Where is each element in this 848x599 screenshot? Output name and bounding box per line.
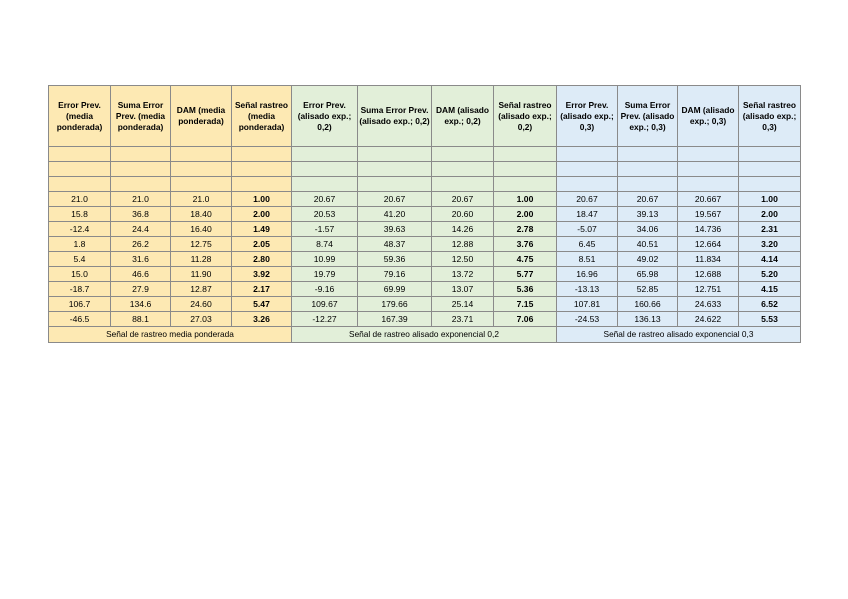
table-cell[interactable]: 69.99	[358, 282, 432, 297]
table-cell[interactable]: 12.688	[678, 267, 739, 282]
table-cell[interactable]: 24.60	[171, 297, 232, 312]
empty-cell[interactable]	[678, 162, 739, 177]
table-cell[interactable]: -5.07	[557, 222, 618, 237]
footer-label-weighted-average[interactable]: Señal de rastreo media ponderada	[49, 327, 292, 343]
tracking-signal-cell[interactable]: 7.06	[494, 312, 557, 327]
header-row	[49, 86, 801, 147]
table-cell[interactable]: 106.7	[49, 297, 111, 312]
empty-cell[interactable]	[358, 162, 432, 177]
empty-cell[interactable]	[557, 162, 618, 177]
table-cell[interactable]: 39.63	[358, 222, 432, 237]
table-cell[interactable]: 15.0	[49, 267, 111, 282]
tracking-signal-cell[interactable]: 6.52	[739, 297, 801, 312]
table-cell[interactable]: 13.72	[432, 267, 494, 282]
table-row	[49, 252, 801, 267]
table-cell[interactable]: 24.4	[111, 222, 171, 237]
tracking-signal-cell[interactable]: 5.36	[494, 282, 557, 297]
table-cell[interactable]: 12.75	[171, 237, 232, 252]
table-cell[interactable]: 41.20	[358, 207, 432, 222]
table-row	[49, 237, 801, 252]
empty-cell[interactable]	[432, 177, 494, 192]
table-cell[interactable]: 26.2	[111, 237, 171, 252]
table-cell[interactable]: -13.13	[557, 282, 618, 297]
header-cell[interactable]: DAM (media ponderada)	[171, 86, 232, 147]
tracking-signal-cell[interactable]: 3.26	[232, 312, 292, 327]
empty-cell[interactable]	[358, 177, 432, 192]
tracking-signal-cell[interactable]: 3.76	[494, 237, 557, 252]
table-cell[interactable]: 18.47	[557, 207, 618, 222]
header-cell[interactable]: DAM (alisado exp.; 0,2)	[432, 86, 494, 147]
header-cell[interactable]: Suma Error Prev. (alisado exp.; 0,3)	[618, 86, 678, 147]
empty-cell[interactable]	[49, 147, 111, 162]
tracking-signal-cell[interactable]: 2.00	[739, 207, 801, 222]
tracking-signal-cell[interactable]: 2.78	[494, 222, 557, 237]
table-cell[interactable]: 160.66	[618, 297, 678, 312]
tracking-signal-cell[interactable]: 1.00	[739, 192, 801, 207]
table-cell[interactable]: 109.67	[292, 297, 358, 312]
table-cell[interactable]: 21.0	[171, 192, 232, 207]
table-cell[interactable]: 65.98	[618, 267, 678, 282]
tracking-signal-cell[interactable]: 5.47	[232, 297, 292, 312]
empty-row	[49, 177, 801, 192]
table-cell[interactable]: 167.39	[358, 312, 432, 327]
table-cell[interactable]: 40.51	[618, 237, 678, 252]
header-cell[interactable]: Error Prev. (alisado exp.; 0,2)	[292, 86, 358, 147]
empty-cell[interactable]	[557, 177, 618, 192]
table-cell[interactable]: 20.67	[432, 192, 494, 207]
table-cell[interactable]: 49.02	[618, 252, 678, 267]
footer-label-exp-smoothing-0-2[interactable]: Señal de rastreo alisado exponencial 0,2	[292, 327, 557, 343]
empty-cell[interactable]	[111, 147, 171, 162]
tracking-signal-cell[interactable]: 2.17	[232, 282, 292, 297]
header-cell[interactable]: Error Prev. (alisado exp.; 0,3)	[557, 86, 618, 147]
header-cell[interactable]: Suma Error Prev. (alisado exp.; 0,2)	[358, 86, 432, 147]
tracking-signal-cell[interactable]: 2.00	[494, 207, 557, 222]
table-cell[interactable]: 19.79	[292, 267, 358, 282]
table-row	[49, 312, 801, 327]
empty-row	[49, 147, 801, 162]
header-cell[interactable]: Error Prev. (media ponderada)	[49, 86, 111, 147]
table-cell[interactable]: 27.9	[111, 282, 171, 297]
empty-cell[interactable]	[358, 147, 432, 162]
table-cell[interactable]: 39.13	[618, 207, 678, 222]
table-cell[interactable]: 52.85	[618, 282, 678, 297]
table-cell[interactable]: 10.99	[292, 252, 358, 267]
header-cell[interactable]: Suma Error Prev. (media ponderada)	[111, 86, 171, 147]
table-cell[interactable]: 12.664	[678, 237, 739, 252]
table-cell[interactable]: -1.57	[292, 222, 358, 237]
table-cell[interactable]: 59.36	[358, 252, 432, 267]
tracking-signal-cell[interactable]: 2.00	[232, 207, 292, 222]
empty-cell[interactable]	[171, 162, 232, 177]
table-cell[interactable]: 48.37	[358, 237, 432, 252]
empty-cell[interactable]	[232, 177, 292, 192]
empty-cell[interactable]	[494, 177, 557, 192]
empty-cell[interactable]	[171, 147, 232, 162]
table-cell[interactable]: -46.5	[49, 312, 111, 327]
empty-cell[interactable]	[111, 177, 171, 192]
table-cell[interactable]: 1.8	[49, 237, 111, 252]
tracking-signal-cell[interactable]: 5.20	[739, 267, 801, 282]
table-cell[interactable]: 31.6	[111, 252, 171, 267]
empty-cell[interactable]	[618, 147, 678, 162]
tracking-signal-cell[interactable]: 4.15	[739, 282, 801, 297]
table-cell[interactable]: 21.0	[49, 192, 111, 207]
table-cell[interactable]: 13.07	[432, 282, 494, 297]
empty-cell[interactable]	[739, 177, 801, 192]
tracking-signal-table	[48, 85, 801, 343]
table-cell[interactable]: 20.667	[678, 192, 739, 207]
table-cell[interactable]: 88.1	[111, 312, 171, 327]
header-cell[interactable]: Señal rastreo (alisado exp.; 0,3)	[739, 86, 801, 147]
empty-cell[interactable]	[49, 162, 111, 177]
table-cell[interactable]: 11.834	[678, 252, 739, 267]
empty-cell[interactable]	[739, 147, 801, 162]
table-cell[interactable]: 79.16	[358, 267, 432, 282]
table-cell[interactable]: 19.567	[678, 207, 739, 222]
table-cell[interactable]: 5.4	[49, 252, 111, 267]
table-cell[interactable]: 23.71	[432, 312, 494, 327]
tracking-signal-cell[interactable]: 2.80	[232, 252, 292, 267]
data-body	[49, 192, 801, 327]
empty-cell[interactable]	[678, 177, 739, 192]
table-cell[interactable]: 15.8	[49, 207, 111, 222]
header-cell[interactable]: DAM (alisado exp.; 0,3)	[678, 86, 739, 147]
table-cell[interactable]: 12.88	[432, 237, 494, 252]
table-cell[interactable]: 46.6	[111, 267, 171, 282]
empty-cell[interactable]	[292, 177, 358, 192]
table-row	[49, 297, 801, 312]
table-cell[interactable]: 11.90	[171, 267, 232, 282]
footer-label-exp-smoothing-0-3[interactable]: Señal de rastreo alisado exponencial 0,3	[557, 327, 801, 343]
table-row	[49, 267, 801, 282]
table-cell[interactable]: 21.0	[111, 192, 171, 207]
table-cell[interactable]: 179.66	[358, 297, 432, 312]
table-cell[interactable]: 16.40	[171, 222, 232, 237]
tracking-signal-cell[interactable]: 3.92	[232, 267, 292, 282]
empty-cell[interactable]	[557, 147, 618, 162]
table-cell[interactable]: 8.74	[292, 237, 358, 252]
empty-cell[interactable]	[111, 162, 171, 177]
tracking-signal-cell[interactable]: 4.14	[739, 252, 801, 267]
empty-cell[interactable]	[292, 147, 358, 162]
table-cell[interactable]: 34.06	[618, 222, 678, 237]
tracking-signal-cell[interactable]: 1.00	[232, 192, 292, 207]
empty-cell[interactable]	[494, 147, 557, 162]
empty-row	[49, 162, 801, 177]
table-cell[interactable]: -12.27	[292, 312, 358, 327]
table-cell[interactable]: 25.14	[432, 297, 494, 312]
tracking-signal-cell[interactable]: 2.31	[739, 222, 801, 237]
table-cell[interactable]: 12.87	[171, 282, 232, 297]
table-cell[interactable]: 20.67	[618, 192, 678, 207]
tracking-signal-cell[interactable]: 7.15	[494, 297, 557, 312]
table-cell[interactable]: 20.67	[557, 192, 618, 207]
footer-row	[49, 327, 801, 343]
table-cell[interactable]: 18.40	[171, 207, 232, 222]
table-cell[interactable]: 6.45	[557, 237, 618, 252]
tracking-signal-cell[interactable]: 5.53	[739, 312, 801, 327]
table-cell[interactable]: 8.51	[557, 252, 618, 267]
table-cell[interactable]: -24.53	[557, 312, 618, 327]
tracking-signal-cell[interactable]: 5.77	[494, 267, 557, 282]
empty-cell[interactable]	[678, 147, 739, 162]
table-cell[interactable]: 20.53	[292, 207, 358, 222]
table-cell[interactable]: 14.26	[432, 222, 494, 237]
table-cell[interactable]: -18.7	[49, 282, 111, 297]
empty-cell[interactable]	[432, 162, 494, 177]
table-row	[49, 282, 801, 297]
table-row	[49, 192, 801, 207]
empty-cell[interactable]	[232, 147, 292, 162]
tracking-signal-cell[interactable]: 1.00	[494, 192, 557, 207]
table-cell[interactable]: 11.28	[171, 252, 232, 267]
empty-cell[interactable]	[618, 162, 678, 177]
table-cell[interactable]: 134.6	[111, 297, 171, 312]
table-cell[interactable]: 24.633	[678, 297, 739, 312]
table-cell[interactable]: 20.60	[432, 207, 494, 222]
table-cell[interactable]: -12.4	[49, 222, 111, 237]
empty-cell[interactable]	[618, 177, 678, 192]
empty-cell[interactable]	[171, 177, 232, 192]
tracking-signal-cell[interactable]: 2.05	[232, 237, 292, 252]
tracking-signal-cell[interactable]: 3.20	[739, 237, 801, 252]
table-cell[interactable]: 27.03	[171, 312, 232, 327]
table-row	[49, 222, 801, 237]
table-cell[interactable]: 16.96	[557, 267, 618, 282]
table-cell[interactable]: 20.67	[292, 192, 358, 207]
header-cell[interactable]: Señal rastreo (media ponderada)	[232, 86, 292, 147]
table-row	[49, 207, 801, 222]
tracking-signal-cell[interactable]: 1.49	[232, 222, 292, 237]
table-cell[interactable]: 107.81	[557, 297, 618, 312]
table-cell[interactable]: 14.736	[678, 222, 739, 237]
empty-cell[interactable]	[739, 162, 801, 177]
empty-cell[interactable]	[432, 147, 494, 162]
empty-cell[interactable]	[232, 162, 292, 177]
tracking-signal-cell[interactable]: 4.75	[494, 252, 557, 267]
empty-cell[interactable]	[292, 162, 358, 177]
table-cell[interactable]: 24.622	[678, 312, 739, 327]
table-cell[interactable]: 36.8	[111, 207, 171, 222]
table-cell[interactable]: 136.13	[618, 312, 678, 327]
empty-cell[interactable]	[49, 177, 111, 192]
empty-cell[interactable]	[494, 162, 557, 177]
table-cell[interactable]: 20.67	[358, 192, 432, 207]
table-cell[interactable]: -9.16	[292, 282, 358, 297]
table-cell[interactable]: 12.50	[432, 252, 494, 267]
table-cell[interactable]: 12.751	[678, 282, 739, 297]
header-cell[interactable]: Señal rastreo (alisado exp.; 0,2)	[494, 86, 557, 147]
